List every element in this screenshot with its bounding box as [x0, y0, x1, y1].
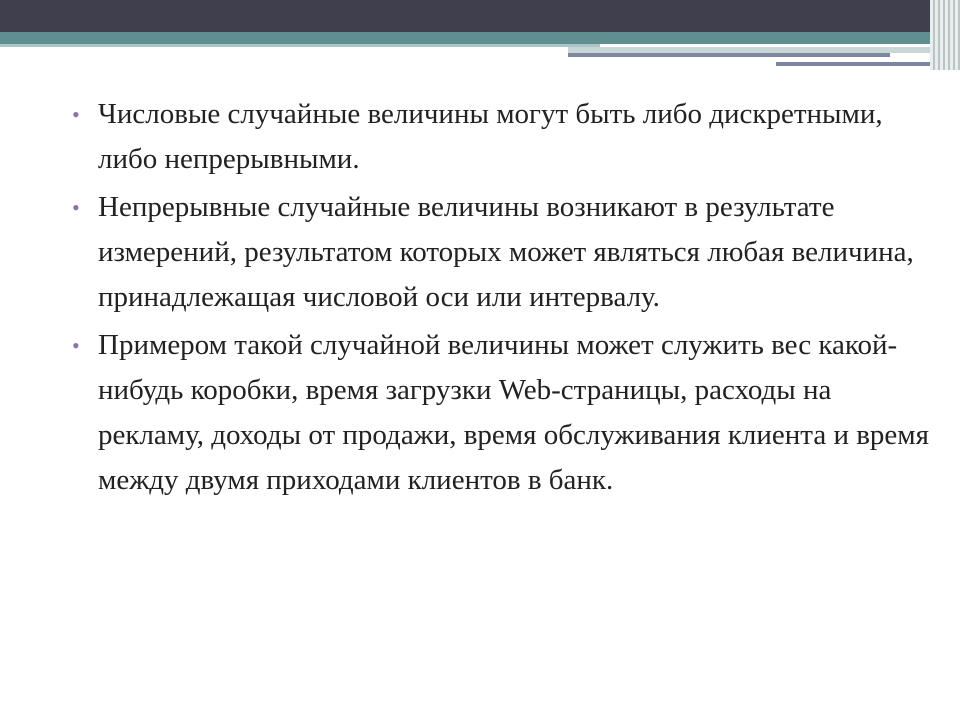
bullet-marker: • — [72, 195, 80, 220]
bullet-marker: • — [72, 333, 80, 358]
header-right-line-2 — [776, 62, 944, 66]
header-right-line — [568, 53, 890, 57]
bullet-item — [72, 323, 932, 503]
header-band — [0, 0, 960, 32]
bullet-text: Числовые случайные величины могут быть либо дискретными, либо непрерывными. — [98, 98, 883, 175]
bullet-marker: • — [72, 102, 80, 127]
slide-content — [72, 92, 932, 506]
bullet-text: Примером такой случайной величины может служить вес какой-нибудь коробки, время загрузки Web-страницы, расходы на рекламу, доходы от продажи, время обслуживания клиента и время между двумя приходами клиентов в банк. — [98, 329, 929, 496]
bullet-list — [72, 92, 932, 503]
bullet-item — [72, 185, 932, 320]
header-accent-line — [0, 44, 600, 47]
bullet-text: Непрерывные случайные величины возникают в результате измерений, результатом которых может являться любая величина, принадлежащая числовой оси или интервалу. — [98, 191, 914, 313]
header-stripes-decoration — [930, 0, 960, 70]
header-accent-bar — [0, 32, 960, 44]
bullet-item — [72, 92, 932, 182]
